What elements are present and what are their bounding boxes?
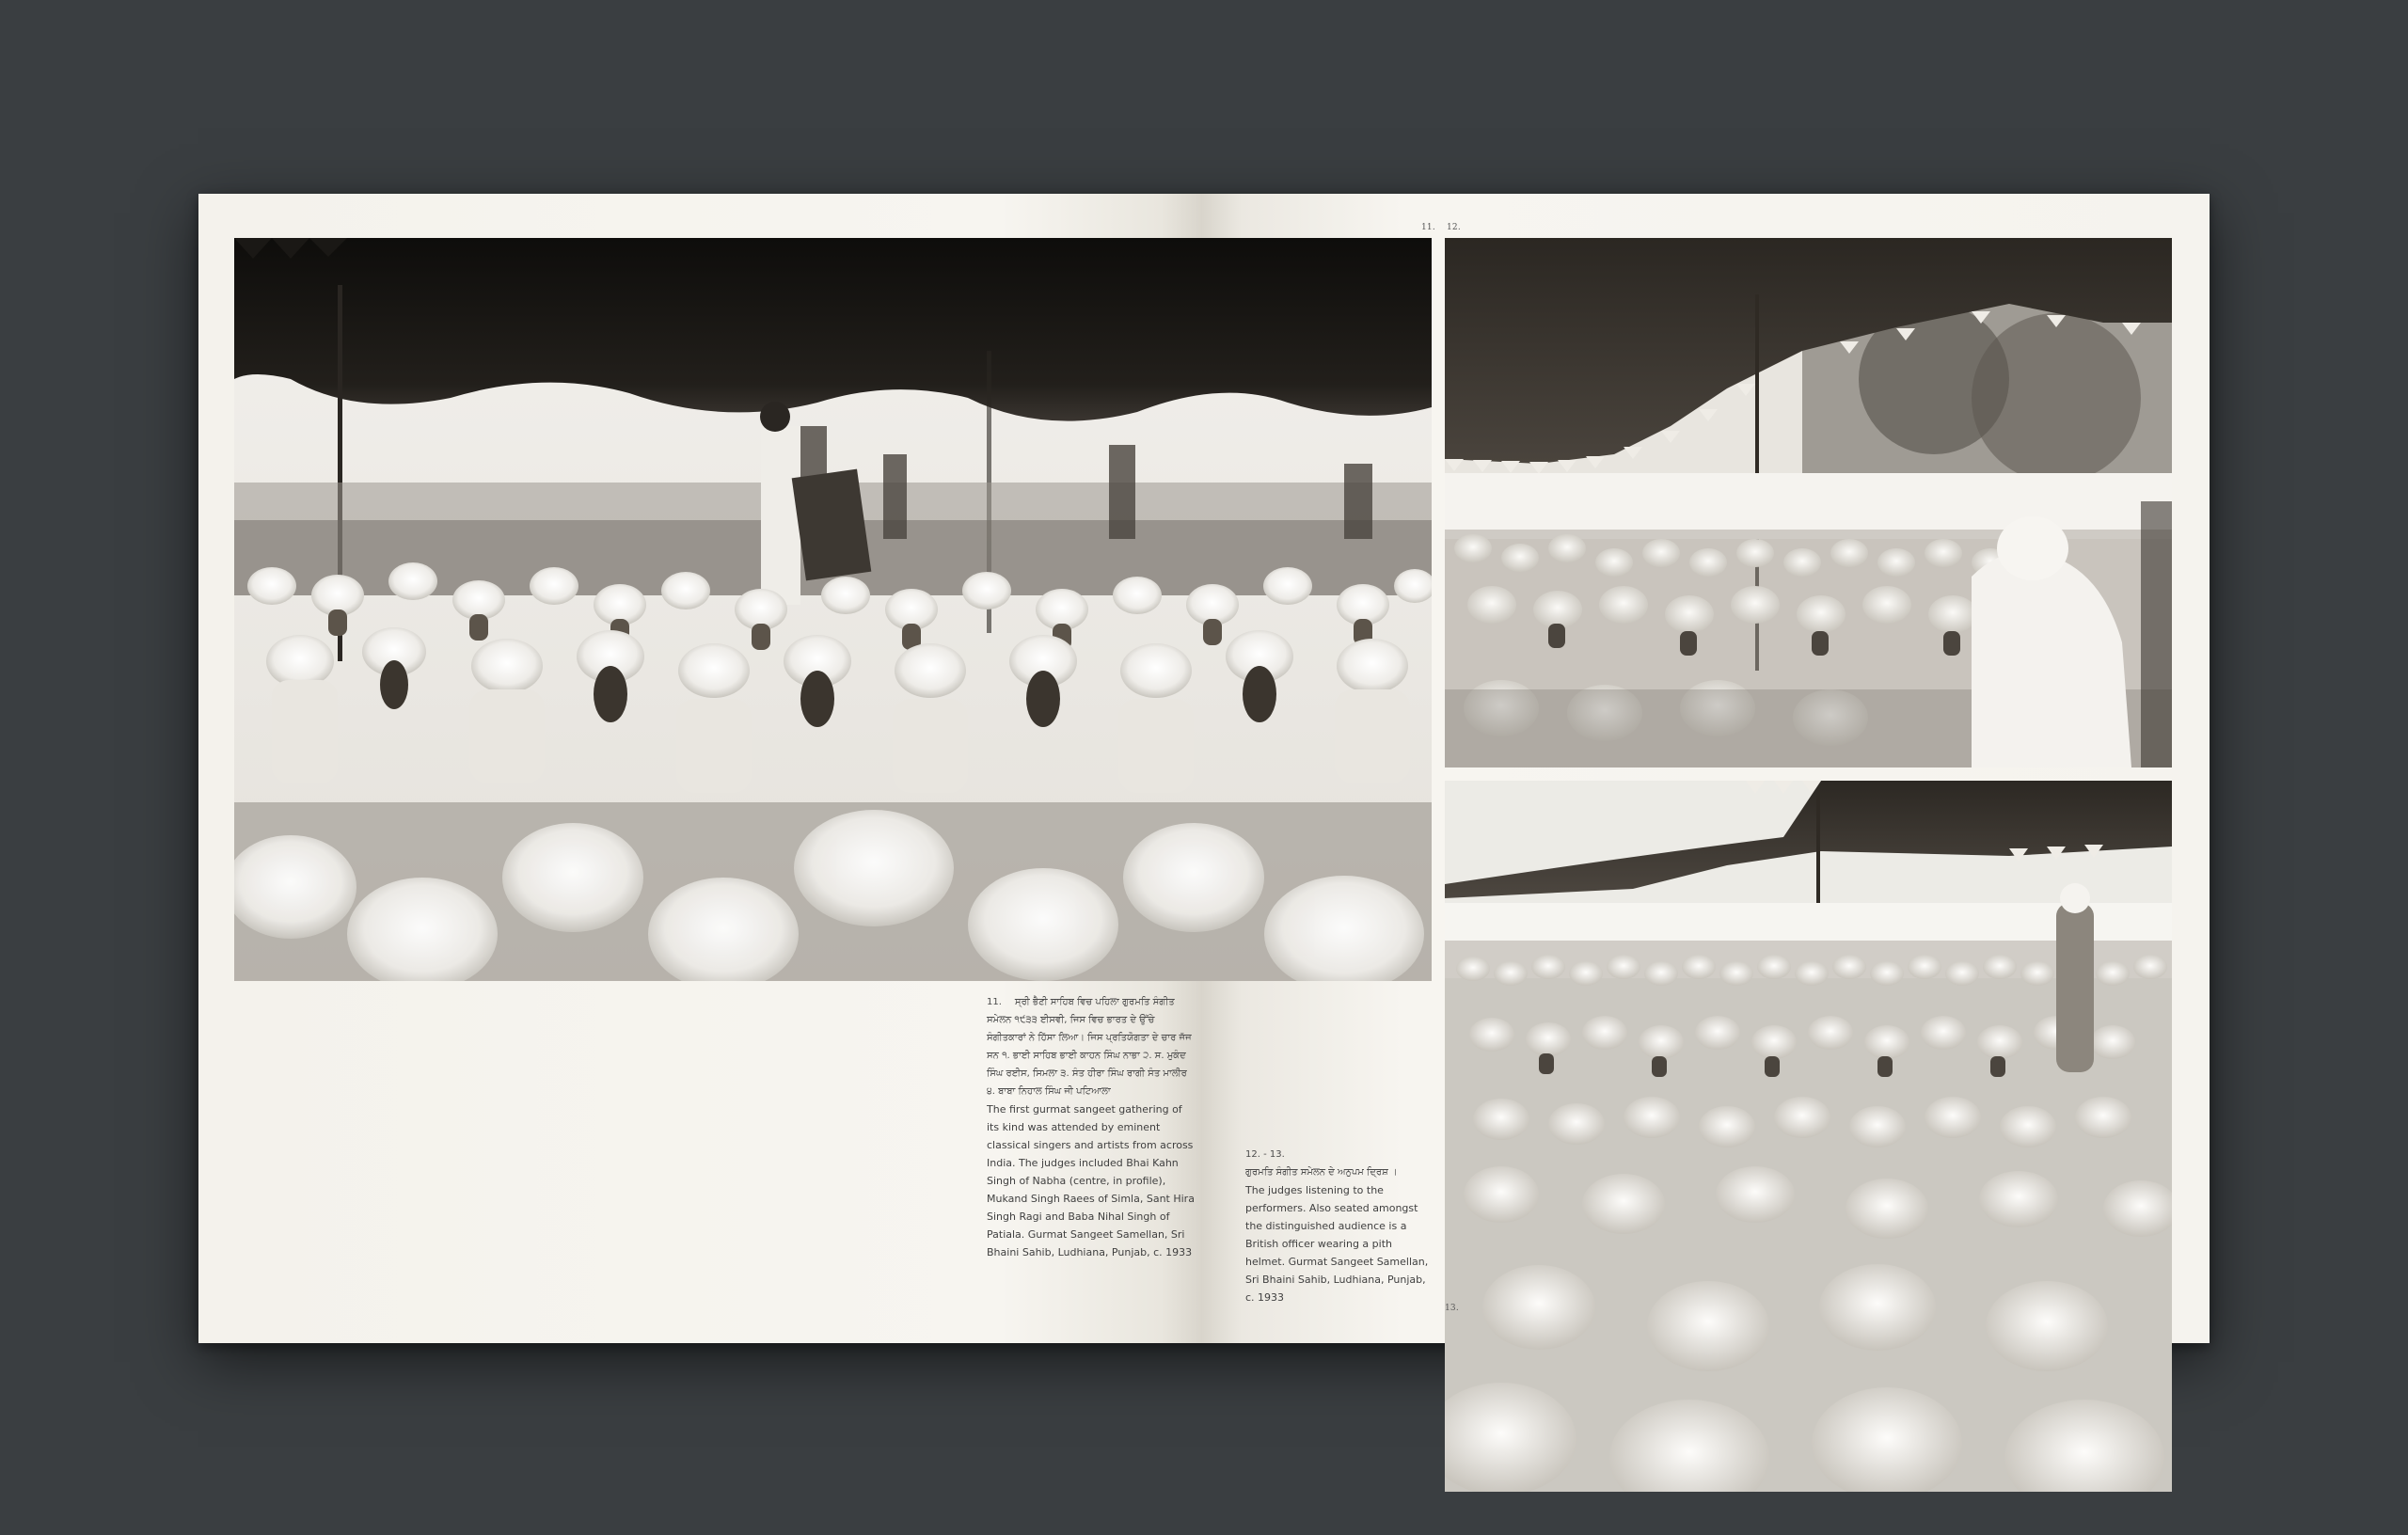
page-number-11: 11. xyxy=(1421,223,1435,232)
photo-gathering-spread xyxy=(234,238,1432,981)
page-number-12: 12. xyxy=(1447,223,1461,232)
caption-11-english: The first gurmat sangeet gathering of its kind was attended by eminent classical singers and artists from across India. The judges included Bhai Kahn Singh of Nabha (centre, in profile), Mukand Singh Raees of Simla, Sant Hira Singh Ragi and Baba Nihal Singh of Patiala. Gurmat Sangeet Samellan, Sri Bhaini Sahib, Ludhiana, Punjab, c. 1933 xyxy=(987,1103,1195,1258)
photo-assembly-audience xyxy=(1445,781,2172,1492)
caption-12-13 xyxy=(1245,1146,1432,1306)
caption-11-number: 11. xyxy=(987,997,1002,1007)
caption-12-13-number: 12. - 13. xyxy=(1245,1149,1285,1160)
caption-12-13-punjabi: ਗੁਰਮਤਿ ਸੰਗੀਤ ਸਮੇਲਨ ਦੇ ਅਨੁਪਮ ਦ੍ਰਿਸ਼ । xyxy=(1245,1167,1398,1178)
caption-11-punjabi: ਸ੍ਰੀ ਭੈਣੀ ਸਾਹਿਬ ਵਿਚ ਪਹਿਲਾ ਗੁਰਮਤਿ ਸੰਗੀਤ ਸਮੇਲਨ ੧੯੩੩ ਈਸਵੀ, ਜਿਸ ਵਿਚ ਭਾਰਤ ਦੇ ਉੱਚੇ ਸੰਗੀਤਕਾਰਾਂ ਨੇ ਹਿੱਸਾ ਲਿਆ। ਜਿਸ ਪ੍ਰਤਿਯੋਗਤਾ ਦੇ ਚਾਰ ਜੱਜ ਸਨ ੧. ਭਾਈ ਸਾਹਿਬ ਭਾਈ ਕਾਹਨ ਸਿੰਘ ਨਾਭਾ ੨. ਸ. ਮੁਕੰਦ ਸਿੰਘ ਰਈਸ, ਸਿਮਲਾ ੩. ਸੰਤ ਹੀਰਾ ਸਿੰਘ ਰਾਗੀ ਸੰਤ ਮਾਲੀਰ ੪. ਬਾਬਾ ਨਿਹਾਲ ਸਿੰਘ ਜੀ ਪਟਿਆਲਾ xyxy=(987,997,1192,1097)
caption-11 xyxy=(987,993,1196,1261)
photo-judges-listening xyxy=(1445,238,2172,768)
page-number-13: 13. xyxy=(1445,1304,1459,1313)
caption-12-13-english: The judges listening to the performers. Also seated amongst the distinguished audience is a British officer wearing a pith helmet. Gurmat Sangeet Samellan, Sri Bhaini Sahib, Ludhiana, Punjab, c. 1933 xyxy=(1245,1184,1429,1304)
open-book xyxy=(198,194,2210,1343)
